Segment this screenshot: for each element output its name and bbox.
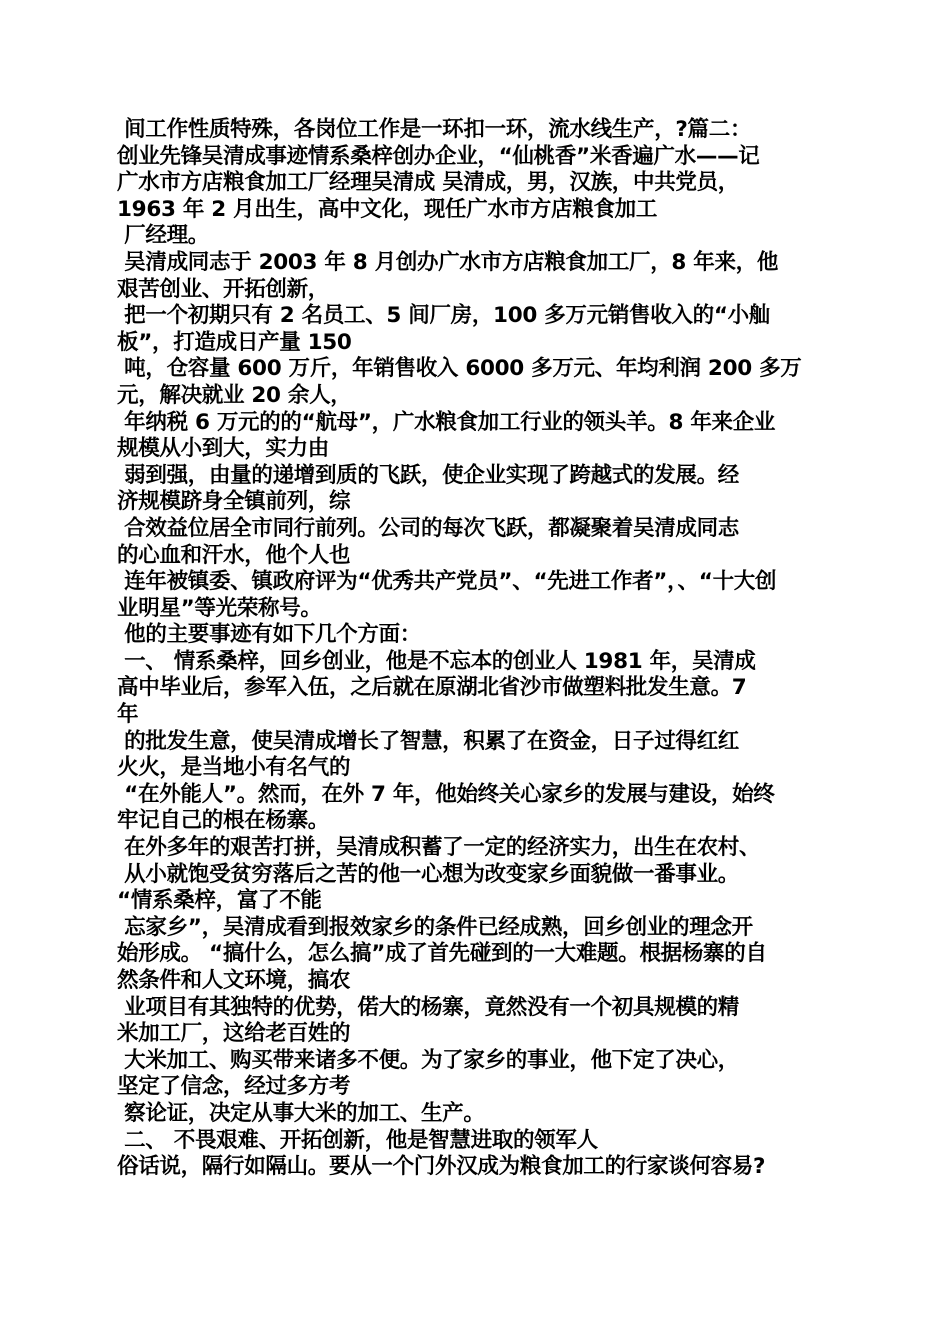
text-line: 1963 年 2 月出生，高中文化，现任广水市方店粮食加工 [117, 196, 658, 222]
text-line: 然条件和人文环境，搞农 [117, 968, 351, 993]
text-line: 的心血和汗水，他个人也 [117, 542, 351, 568]
text-line: 从小就饱受贫穷落后之苦的他一心想为改变家乡面貌做一番事业。 [117, 861, 739, 887]
text-line: 合效益位居全市同行前列。公司的每次飞跃，都凝聚着吴清成同志 [117, 515, 739, 541]
text-line: 年纳税 6 万元的的“航母”，广水粮食加工行业的领头羊。8 年来企业 [117, 409, 776, 435]
text-line: 业项目有其独特的优势，偌大的杨寨，竟然没有一个初具规模的精 [117, 994, 739, 1020]
text-line: 牢记自己的根在杨寨。 [117, 808, 330, 834]
text-line: 济规模跻身全镇前列，综 [117, 489, 351, 515]
text-line: “在外能人”。然而，在外 7 年，他始终关心家乡的发展与建设，始终 [117, 781, 775, 807]
text-line: 规模从小到大，实力由 [117, 436, 330, 462]
text-line: 年 [117, 702, 139, 728]
text-line: “情系桑梓，富了不能 [117, 888, 322, 914]
text-line: 一、 情系桑梓，回乡创业，他是不忘本的创业人 1981 年，吴清成 [117, 648, 756, 674]
text-line: 厂经理。 [117, 223, 209, 249]
text-line: 吨，仓容量 600 万斤，年销售收入 6000 多万元、年均利润 200 多万 [117, 356, 802, 382]
text-line: 业明星”等光荣称号。 [117, 595, 322, 621]
text-line: 俗话说，隔行如隔山。要从一个门外汉成为粮食加工的行家谈何容易? [117, 1154, 766, 1180]
text-line: 二、 不畏艰难、开拓创新，他是智慧进取的领军人 [117, 1127, 598, 1153]
text-line: 在外多年的艰苦打拼，吴清成积蓄了一定的经济实力，出生在农村、 [117, 835, 761, 861]
text-line: 米加工厂，这给老百姓的 [117, 1021, 351, 1047]
text-line: 大米加工、购买带来诸多不便。为了家乡的事业，他下定了决心， [117, 1047, 739, 1073]
text-line: 把一个初期只有 2 名员工、5 间厂房，100 多万元销售收入的“小舢 [117, 303, 771, 329]
text-line: 板”，打造成日产量 150 [117, 329, 352, 355]
text-line: 间工作性质特殊，各岗位工作是一环扣一环，流水线生产，?篇二： [117, 117, 752, 142]
text-line: 吴清成同志于 2003 年 8 月创办广水市方店粮食加工厂，8 年来，他 [117, 249, 779, 275]
text-line: 弱到强，由量的递增到质的飞跃，使企业实现了跨越式的发展。经 [117, 462, 739, 488]
text-line: 的批发生意，使吴清成增长了智慧，积累了在资金，日子过得红红 [117, 728, 739, 754]
text-line: 忘家乡”，吴清成看到报效家乡的条件已经成熟，回乡创业的理念开 [117, 914, 753, 940]
text-line: 元，解决就业 20 余人， [117, 382, 352, 408]
text-line: 高中毕业后，参军入伍，之后就在原湖北省沙市做塑料批发生意。7 [117, 675, 747, 701]
text-line: 始形成。 “搞什么，怎么搞”成了首先碰到的一大难题。根据杨寨的自 [117, 941, 767, 967]
text-line: 察论证，决定从事大米的加工、生产。 [117, 1100, 485, 1126]
text-line: 坚定了信念，经过多方考 [117, 1074, 351, 1100]
document-body [117, 117, 837, 1181]
text-line: 创业先锋吴清成事迹情系桑梓创办企业，“仙桃香”米香遍广水——记 [117, 143, 760, 169]
text-line: 艰苦创业、开拓创新， [117, 276, 330, 302]
text-line: 火火，是当地小有名气的 [117, 755, 351, 781]
text-line: 连年被镇委、镇政府评为“优秀共产党员”、“先进工作者”，、“十大创 [117, 569, 777, 595]
text-line: 广水市方店粮食加工厂经理吴清成 吴清成，男，汉族，中共党员， [117, 170, 739, 196]
text-line: 他的主要事迹有如下几个方面： [117, 622, 421, 648]
